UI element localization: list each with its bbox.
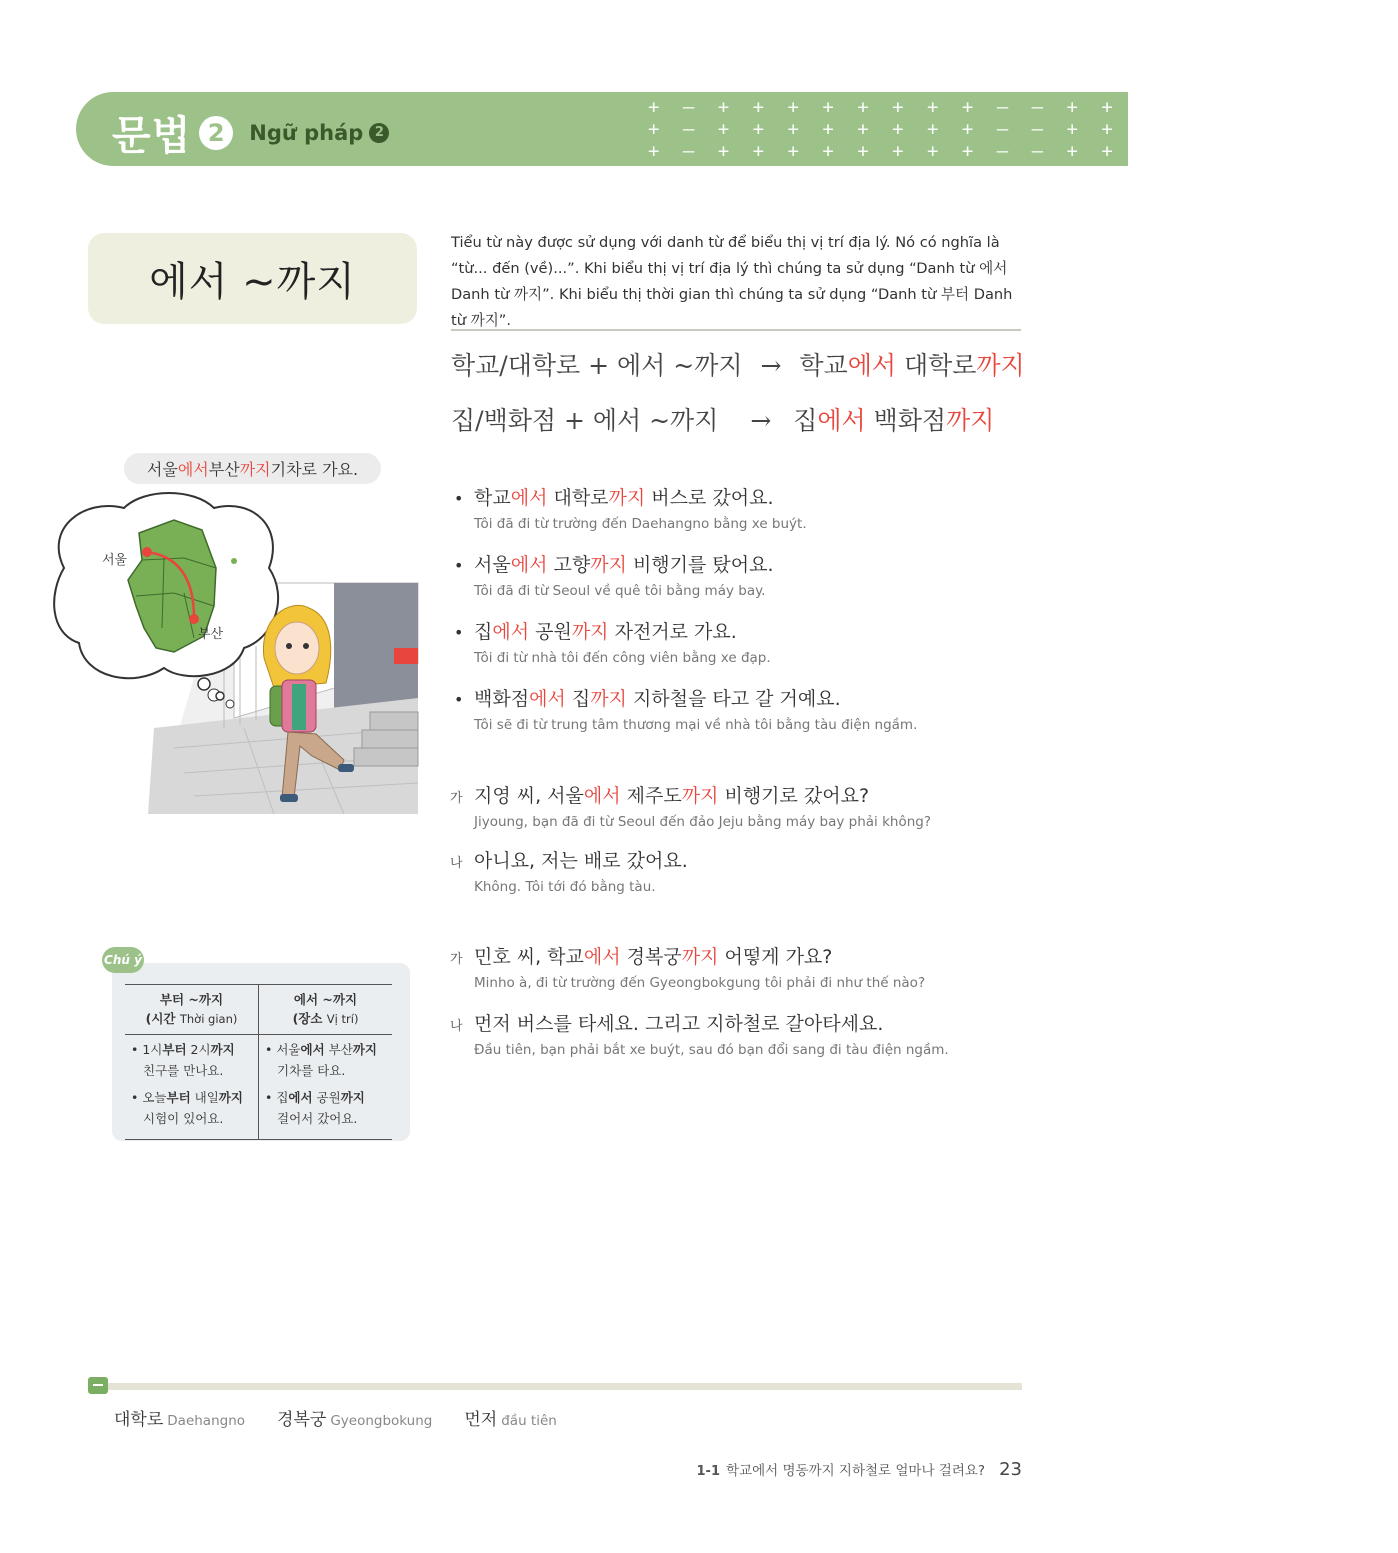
vocab-ko: 대학로: [114, 1410, 164, 1430]
caption-word: 서울: [146, 460, 178, 479]
lesson-number: 1-1: [696, 1464, 721, 1479]
note-text: 친구를 만나요.: [143, 1063, 224, 1078]
particle-to: 까지: [976, 351, 1025, 380]
speaker-label: 가: [450, 952, 463, 967]
header-ko: (시간: [145, 1011, 176, 1026]
particle-to: 까지: [239, 460, 271, 479]
note-example: [131, 1039, 252, 1081]
particle-from: 에서: [510, 487, 548, 509]
note-example: [265, 1087, 386, 1129]
particle-from: 에서: [177, 460, 209, 479]
header-vi: Vị trí): [326, 1012, 359, 1026]
dialog-line: [450, 781, 931, 830]
example-word: 학교: [474, 487, 511, 509]
example-translation: Tôi đi từ nhà tôi đến công viên bằng xe đạp.: [474, 650, 771, 666]
example-sentence: [454, 483, 807, 532]
dialog-word: 먼저 버스를 타세요. 그리고 지하철로 갈아타세요.: [474, 1013, 884, 1035]
speaker-label: 나: [450, 1019, 463, 1034]
plus-pattern-decoration: [648, 96, 1398, 162]
dialog-line: [450, 942, 925, 991]
bullet: •: [454, 489, 464, 508]
thought-dot: [198, 678, 210, 690]
note-particle: 까지: [218, 1090, 243, 1105]
formula-line: [451, 401, 994, 437]
particle-to: 까지: [590, 688, 627, 710]
example-word: 공원: [529, 621, 572, 643]
note-text: 2시: [186, 1042, 211, 1057]
vocab-item: [277, 1405, 432, 1430]
header-ko: (장소: [292, 1011, 323, 1026]
example-word: 서울: [474, 554, 511, 576]
header-vi: Thời gian): [179, 1012, 238, 1026]
arrow-icon: →: [760, 351, 782, 380]
grammar-title: 에서 ~까지: [149, 259, 356, 305]
note-text: • 오늘: [131, 1090, 167, 1105]
vocab-list: [114, 1405, 589, 1430]
note-text: 내일: [190, 1090, 219, 1105]
dialog-word: 경복궁: [620, 946, 682, 968]
example-sentence: [454, 684, 917, 733]
speaker-label: 가: [450, 791, 463, 806]
example-word: 자전거로 가요.: [608, 621, 737, 643]
note-particle: 에서: [300, 1042, 325, 1057]
thought-dot: [216, 692, 224, 700]
dialog-korean: [450, 846, 688, 873]
plus-pattern-row: + – + + + + + + + + – – + + + + + + + + – +: [648, 140, 1398, 162]
dialog-line: [450, 1009, 949, 1058]
note-text: 시험이 있어요.: [143, 1111, 224, 1126]
girl-eye: [303, 643, 309, 649]
particle-to: 까지: [571, 621, 609, 643]
seoul-marker: [142, 547, 152, 557]
note-text: 걸어서 갔어요.: [277, 1111, 358, 1126]
particle-to: 까지: [608, 487, 646, 509]
plus-pattern-row: + – + + + + + + + + – – + + + + + + + + – +: [648, 118, 1398, 140]
vocab-vi: Gyeongbokung: [330, 1413, 433, 1429]
dialog-line: [450, 846, 688, 895]
dialog-korean: [450, 781, 931, 808]
note-particle: 까지: [340, 1090, 365, 1105]
note-text: 부산: [324, 1042, 353, 1057]
example-translation: Tôi sẽ đi từ trung tâm thương mại về nhà tôi bằng tàu điện ngầm.: [474, 717, 918, 733]
particle-to: 까지: [590, 554, 627, 576]
note-particle: 까지: [210, 1042, 235, 1057]
formula-lhs: 집/백화점 + 에서 ~까지: [451, 406, 719, 435]
dialog-word: 민호 씨, 학교: [474, 946, 584, 968]
dialog-translation: Đầu tiên, bạn phải bắt xe buýt, sau đó bạn đổi sang đi tàu điện ngầm.: [474, 1042, 949, 1058]
example-translation: Tôi đã đi từ trường đến Daehangno bằng xe buýt.: [474, 516, 807, 532]
section-title-vi-text: Ngữ pháp: [249, 120, 364, 145]
vocab-divider: [92, 1383, 1022, 1390]
example-korean: [454, 617, 771, 644]
particle-to: 까지: [681, 946, 719, 968]
bullet: •: [454, 690, 464, 709]
page-footer: [697, 1459, 1022, 1480]
table-header-row: [125, 985, 392, 1035]
dialog-word: 제주도: [620, 785, 682, 807]
particle-from: 에서: [583, 785, 621, 807]
particle-from: 에서: [583, 946, 621, 968]
formula-word: 백화점: [865, 406, 947, 435]
table-header-time: [125, 985, 259, 1035]
dialog-korean: [450, 1009, 949, 1036]
illustration-caption: [124, 453, 381, 484]
travel-illustration: [44, 488, 418, 814]
particle-from: 에서: [529, 688, 566, 710]
formula-line: [451, 346, 1025, 382]
note-text: • 집: [265, 1090, 289, 1105]
example-word: 버스로 갔어요.: [645, 487, 774, 509]
note-text: • 1시: [131, 1042, 163, 1057]
bullet: •: [454, 556, 464, 575]
grammar-title-box: [88, 233, 417, 324]
dialog-word: 아니요, 저는 배로 갔어요.: [474, 850, 688, 872]
caption-word: 부산: [208, 460, 240, 479]
example-word: 비행기를 탔어요.: [626, 554, 774, 576]
divider: [451, 329, 1021, 331]
vocab-item: [114, 1405, 245, 1430]
header-meaning: [129, 1009, 254, 1029]
example-korean: [454, 684, 917, 711]
dialog-word: 비행기로 갔어요?: [718, 785, 870, 807]
formula-lhs: 학교/대학로 + 에서 ~까지: [451, 351, 743, 380]
particle-from: 에서: [817, 406, 866, 435]
example-word: 집: [565, 688, 591, 710]
dialog-korean: [450, 942, 925, 969]
map-label-seoul: 서울: [102, 553, 128, 568]
example-sentence: [454, 550, 774, 599]
vocab-icon: [88, 1377, 108, 1394]
train-stripe: [394, 648, 418, 664]
section-number-badge-small: 2: [369, 123, 389, 143]
dialog-word: 어떻게 가요?: [718, 946, 833, 968]
table-header-place: [259, 985, 393, 1035]
note-particle: 부터: [166, 1090, 191, 1105]
note-text: • 서울: [265, 1042, 301, 1057]
table-cell: [259, 1035, 393, 1140]
arrow-icon: →: [750, 406, 772, 435]
formula-word: 대학로: [896, 351, 977, 380]
note-particle: 까지: [352, 1042, 377, 1057]
example-translation: Tôi đã đi từ Seoul về quê tôi bằng máy bay.: [474, 583, 766, 599]
note-example: [265, 1039, 386, 1081]
formula-word: 학교: [799, 351, 848, 380]
table-row: [125, 1035, 392, 1140]
note-particle: 부터: [162, 1042, 187, 1057]
section-title-vi: [249, 121, 389, 145]
girl-eye: [286, 643, 292, 649]
dialog-translation: Không. Tôi tới đó bằng tàu.: [474, 879, 656, 895]
map-label-busan: 부산: [198, 627, 224, 642]
dialog-translation: Minho à, đi từ trường đến Gyeongbokgung tôi phải đi như thế nào?: [474, 975, 926, 991]
section-title-ko: 문법: [112, 113, 192, 159]
formula-word: 집: [793, 406, 818, 435]
header-pattern: 부터 ~까지: [159, 992, 224, 1007]
note-text: 공원: [312, 1090, 341, 1105]
plus-pattern-row: + – + + + + + + + + – – + + + + + + + + – +: [648, 96, 1398, 118]
section-title: [112, 104, 389, 161]
caption-word: 기차로 가요.: [270, 460, 359, 479]
page-number: 23: [999, 1459, 1022, 1480]
particle-from: 에서: [847, 351, 896, 380]
dialog-translation: Jiyoung, bạn đã đi từ Seoul đến đảo Jeju bằng máy bay phải không?: [474, 814, 932, 830]
particle-from: 에서: [510, 554, 548, 576]
vocab-ko: 먼저: [464, 1410, 498, 1430]
note-example: [131, 1087, 252, 1129]
example-sentence: [454, 617, 771, 666]
bullet: •: [454, 623, 464, 642]
vocab-vi: đầu tiên: [501, 1413, 557, 1429]
comparison-table: [125, 984, 392, 1140]
particle-to: 까지: [946, 406, 995, 435]
example-word: 고향: [547, 554, 591, 576]
speaker-label: 나: [450, 856, 463, 871]
girl-shoe: [338, 764, 354, 772]
vocab-ko: 경복궁: [277, 1410, 327, 1430]
section-number-badge: 2: [199, 116, 233, 150]
island-dot: [231, 558, 237, 564]
note-badge: Chú ý: [102, 947, 144, 973]
busan-marker: [189, 614, 199, 624]
example-word: 지하철을 타고 갈 거예요.: [626, 688, 841, 710]
example-korean: [454, 550, 774, 577]
girl-face: [275, 622, 319, 674]
vocab-item: [464, 1405, 556, 1430]
example-word: 백화점: [474, 688, 530, 710]
example-korean: [454, 483, 807, 510]
table-cell: [125, 1035, 259, 1140]
header-meaning: [263, 1009, 388, 1029]
vocab-vi: Daehangno: [167, 1413, 246, 1429]
light-icon: [226, 700, 234, 708]
lesson-title: 학교에서 명동까지 지하철로 얼마나 걸려요?: [726, 1463, 986, 1479]
note-particle: 에서: [288, 1090, 313, 1105]
particle-from: 에서: [492, 621, 530, 643]
dialog-word: 지영 씨, 서울: [474, 785, 584, 807]
girl-shirt: [292, 684, 306, 730]
header-pattern: 에서 ~까지: [293, 992, 358, 1007]
note-text: 기차를 타요.: [277, 1063, 346, 1078]
example-word: 집: [474, 621, 493, 643]
girl-shoe: [280, 794, 298, 802]
particle-to: 까지: [681, 785, 719, 807]
section-header: [76, 92, 1398, 166]
grammar-explanation: Tiểu từ này được sử dụng với danh từ để biểu thị vị trí địa lý. Nó có nghĩa là “từ... đến (về)...”. Khi biểu thị vị trí địa lý thì chúng ta sử dụng “Danh từ 에서 Danh từ 까지”. Khi biểu thị thời gian thì chúng ta sử dụng “Danh từ 부터 Danh từ 까지”.: [451, 234, 1013, 329]
example-word: 대학로: [547, 487, 609, 509]
